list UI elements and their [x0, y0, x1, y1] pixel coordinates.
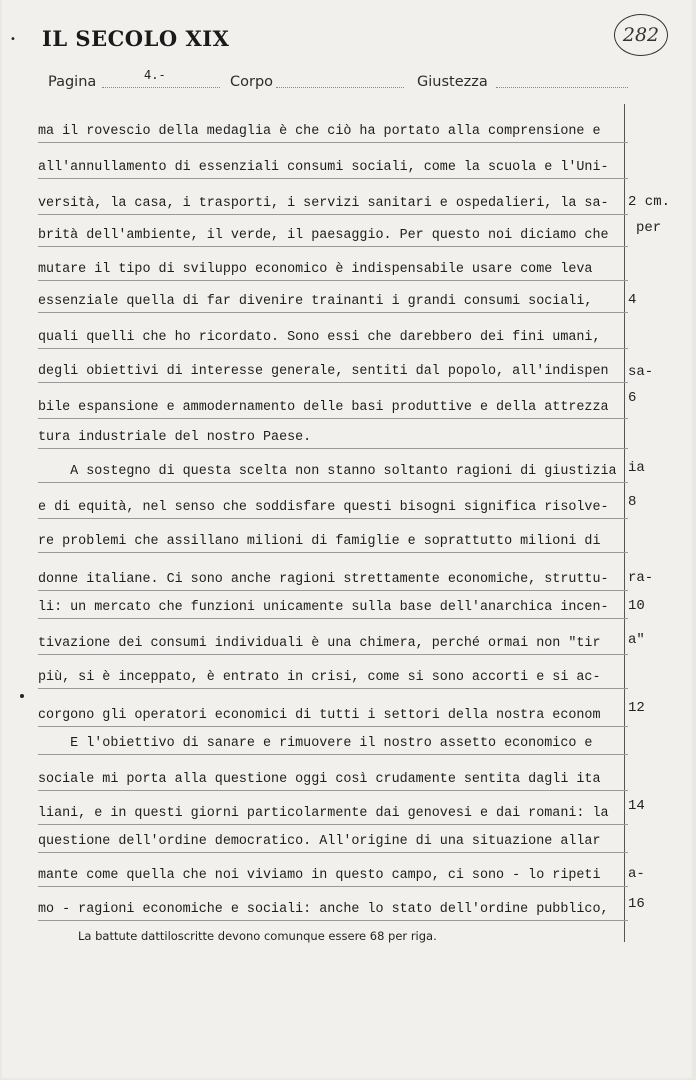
typed-line: li: un mercato che funzioni unicamente sulla base dell'anarchica incen- [38, 598, 628, 618]
corpo-label: Corpo [230, 74, 274, 90]
margin-note-6: 6 [628, 390, 637, 406]
margin-note-10: 10 [628, 598, 645, 614]
margin-note-12: 12 [628, 700, 645, 716]
typed-line: re problemi che assillano milioni di famiglie e soprattutto milioni di [38, 532, 628, 552]
typed-line: A sostegno di questa scelta non stanno soltanto ragioni di giustizia [38, 462, 628, 482]
typed-line: essenziale quella di far divenire trainanti i grandi consumi sociali, [38, 292, 628, 312]
margin-note-ra: ra- [628, 570, 654, 586]
typed-line: donne italiane. Ci sono anche ragioni strettamente economiche, struttu- [38, 570, 628, 590]
typed-line: e di equità, nel senso che soddisfare questi bisogni significa risolve- [38, 498, 628, 518]
corpo-dots [276, 87, 404, 88]
pagina-label: Pagina [48, 74, 97, 90]
typescript-page [2, 0, 692, 1078]
typed-line: versità, la casa, i trasporti, i servizi sanitari e ospedalieri, la sa- [38, 194, 628, 214]
giustezza-label: Giustezza [417, 74, 488, 90]
typed-line: brità dell'ambiente, il verde, il paesaggio. Per questo noi diciamo che [38, 226, 628, 246]
typed-line: mante come quella che noi viviamo in questo campo, ci sono - lo ripeti [38, 866, 628, 886]
typed-line: corgono gli operatori economici di tutti i settori della nostra econom [38, 706, 628, 726]
giustezza-dots [496, 87, 628, 88]
margin-dot: • [10, 34, 16, 45]
typed-line: tura industriale del nostro Paese. [38, 428, 628, 448]
typed-line: sociale mi porta alla questione oggi così crudamente sentita dagli ita [38, 770, 628, 790]
pagina-dots [102, 87, 220, 88]
margin-note-4: 4 [628, 292, 637, 308]
pagina-value: 4.- [144, 68, 166, 82]
circled-page-number: 282 [614, 14, 668, 56]
margin-note-a-dash: a- [628, 866, 645, 882]
margin-note-a-quote: a" [628, 632, 645, 648]
typed-line: ma il rovescio della medaglia è che ciò ha portato alla comprensione e [38, 122, 628, 142]
masthead: IL SECOLO XIX [42, 26, 230, 51]
typed-line: questione dell'ordine democratico. All'origine di una situazione allar [38, 832, 628, 852]
typed-line: più, si è inceppato, è entrato in crisi, come si sono accorti e si ac- [38, 668, 628, 688]
binder-hole-dot [20, 694, 24, 698]
margin-note-14: 14 [628, 798, 645, 814]
typed-line: E l'obiettivo di sanare e rimuovere il nostro assetto economico e [38, 734, 628, 754]
margin-note-per: per [636, 220, 662, 236]
typed-line: mo - ragioni economiche e sociali: anche lo stato dell'ordine pubblico, [38, 900, 628, 920]
margin-note-16: 16 [628, 896, 645, 912]
typed-line: quali quelli che ho ricordato. Sono essi che darebbero dei fini umani, [38, 328, 628, 348]
margin-note-sa: sa- [628, 364, 654, 380]
typed-line: mutare il tipo di sviluppo economico è indispensabile usare come leva [38, 260, 628, 280]
header-fields [48, 68, 638, 94]
typed-line: tivazione dei consumi individuali è una chimera, perché ormai non "tir [38, 634, 628, 654]
typed-line: degli obiettivi di interesse generale, sentiti dal popolo, all'indispen [38, 362, 628, 382]
margin-note-ia: ia [628, 460, 645, 476]
typed-line: all'annullamento di essenziali consumi sociali, come la scuola e l'Uni- [38, 158, 628, 178]
margin-note-8: 8 [628, 494, 637, 510]
typed-line: bile espansione e ammodernamento delle basi produttive e della attrezza [38, 398, 628, 418]
margin-note-cm: 2 cm. [628, 194, 671, 210]
typed-line: liani, e in questi giorni particolarmente dai genovesi e dai romani: la [38, 804, 628, 824]
footer-note: La battute dattiloscritte devono comunque essere 68 per riga. [78, 929, 437, 943]
